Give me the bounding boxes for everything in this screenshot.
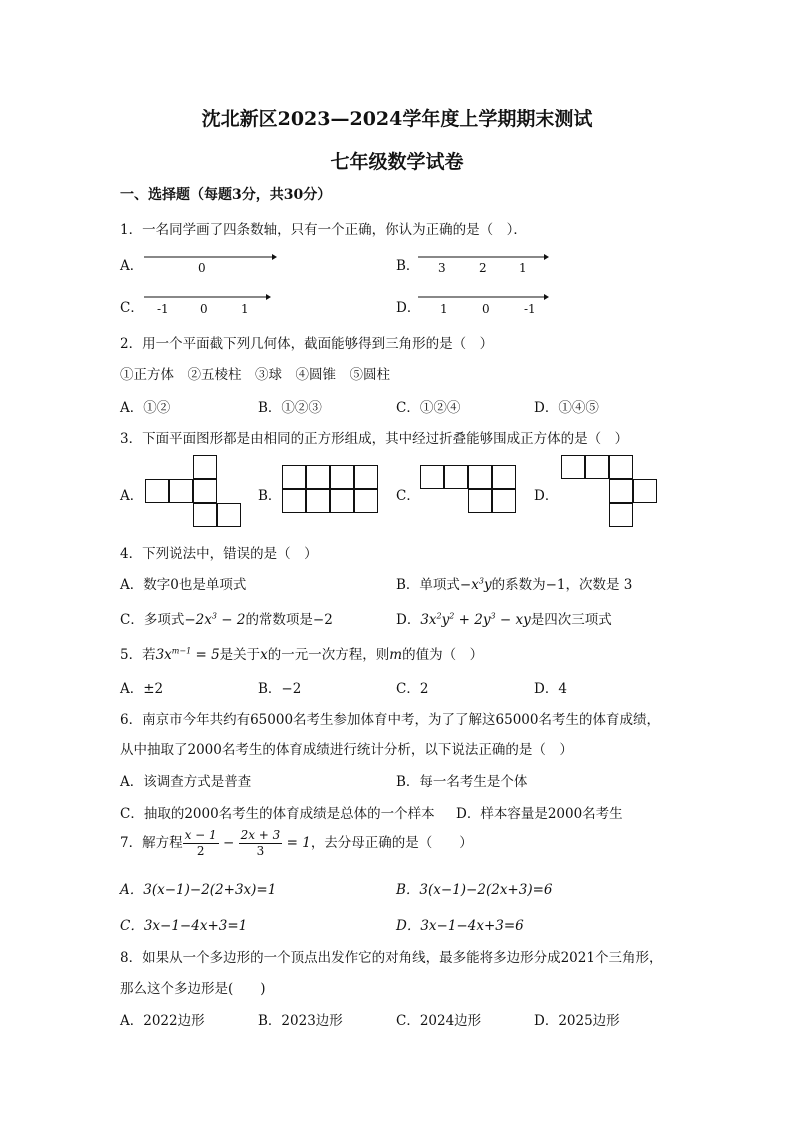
q1-number-line-b	[418, 250, 553, 278]
q3-option-b-letter: B．	[258, 488, 282, 504]
q2-option-d: D．①④⑤	[534, 400, 599, 416]
q1-c-tick-label: -1	[157, 302, 169, 316]
q5-option-d: D．4	[534, 681, 567, 697]
q7-option-b: B．3(x−1)−2(2x+3)=6	[396, 882, 553, 898]
q6-option-d: D．样本容量是2000名考生	[456, 806, 623, 822]
q2-option-a: A．①②	[120, 400, 171, 416]
q1-option-d-letter: D．	[396, 300, 421, 316]
q8-option-b: B．2023边形	[258, 1013, 343, 1029]
q8-stem-line1: 8．如果从一个多边形的一个顶点出发作它的对角线，最多能将多边形分成2021个三角形，	[120, 950, 663, 966]
q7-option-a: A．3(x−1)−2(2+3x)=1	[120, 882, 277, 898]
q1-a-tick-label: 0	[198, 261, 206, 275]
q1-d-tick-label: 1	[440, 302, 448, 316]
q7-option-c: C．3x−1−4x+3=1	[120, 918, 248, 934]
q7-option-d: D．3x−1−4x+3=6	[396, 918, 524, 934]
q1-c-tick-label: 0	[200, 302, 208, 316]
q4-option-a: A．数字0也是单项式	[120, 577, 247, 593]
q8-option-d: D．2025边形	[534, 1013, 620, 1029]
q1-c-tick-label: 1	[241, 302, 249, 316]
q1-b-tick-label: 1	[519, 261, 527, 275]
q3-option-c-letter: C．	[396, 488, 420, 504]
q1-option-a-letter: A．	[120, 258, 144, 274]
q1-option-c-letter: C．	[120, 300, 144, 316]
q4-stem: 4．下列说法中，错误的是（ ）	[120, 546, 318, 562]
q5-option-a: A．±2	[120, 681, 164, 697]
q8-option-a: A．2022边形	[120, 1013, 205, 1029]
q1-number-line-c	[144, 291, 279, 319]
q6-stem-line1: 6．南京市今年共约有65000名考生参加体育中考，为了了解这65000名考生的体育成绩，	[120, 712, 660, 728]
section-heading: 一、选择题（每题3分，共30分）	[120, 187, 332, 203]
q3-option-d-letter: D．	[534, 488, 559, 504]
q2-option-c: C．①②④	[396, 400, 461, 416]
q3-stem: 3．下面平面图形都是由相同的正方形组成，其中经过折叠能够围成正方体的是（ ）	[120, 431, 629, 447]
q5-option-c: C．2	[396, 681, 429, 697]
q2-stem: 2．用一个平面截下列几何体，截面能够得到三角形的是（ ）	[120, 336, 494, 352]
q5-option-b: B．−2	[258, 681, 302, 697]
q8-stem-line2: 那么这个多边形是( )	[120, 981, 266, 997]
exam-subtitle: 七年级数学试卷	[330, 151, 464, 173]
q6-stem-line2: 从中抽取了2000名考生的体育成绩进行统计分析，以下说法正确的是（ ）	[120, 742, 573, 758]
q4-option-b: B．单项式$-x^3y$的系数为−1，次数是 3	[396, 576, 633, 593]
q2-option-b: B．①②③	[258, 400, 322, 416]
q1-b-tick-label: 3	[438, 261, 446, 275]
q1-b-tick-label: 2	[479, 261, 487, 275]
q4-option-d: D．$3x^2y^2 + 2y^3$ − xy是四次三项式	[396, 611, 612, 628]
q4-option-c: C．多项式$-2x^3 - 2$的常数项是−2	[120, 611, 333, 628]
q5-stem: 5．若$3x^{m-1} = 5$是关于x的一元一次方程，则m的值为（ ）	[120, 646, 484, 663]
q6-option-a: A．该调查方式是普查	[120, 774, 252, 790]
q1-number-line-d	[418, 291, 553, 319]
q1-stem: 1．一名同学画了四条数轴，只有一个正确，你认为正确的是（ ）．	[120, 222, 527, 238]
q1-number-line-a	[144, 250, 279, 278]
q2-solids: ①正方体 ②五棱柱 ③球 ④圆锥 ⑤圆柱	[120, 367, 390, 383]
q3-option-a-letter: A．	[120, 488, 144, 504]
q1-d-tick-label: 0	[482, 302, 490, 316]
q1-option-b-letter: B．	[396, 258, 420, 274]
exam-title: 沈北新区2023—2024学年度上学期期末测试	[201, 108, 593, 130]
q6-option-b: B．每一名考生是个体	[396, 774, 528, 790]
q1-d-tick-label: -1	[524, 302, 536, 316]
q7-stem: 7．解方程 $\frac{x - 1}{2}$ − $\frac{2x + 3}{3}$ = 1，去分母正确的是（ ）	[120, 828, 473, 858]
q8-option-c: C．2024边形	[396, 1013, 482, 1029]
q6-option-c: C．抽取的2000名考生的体育成绩是总体的一个样本	[120, 806, 435, 822]
